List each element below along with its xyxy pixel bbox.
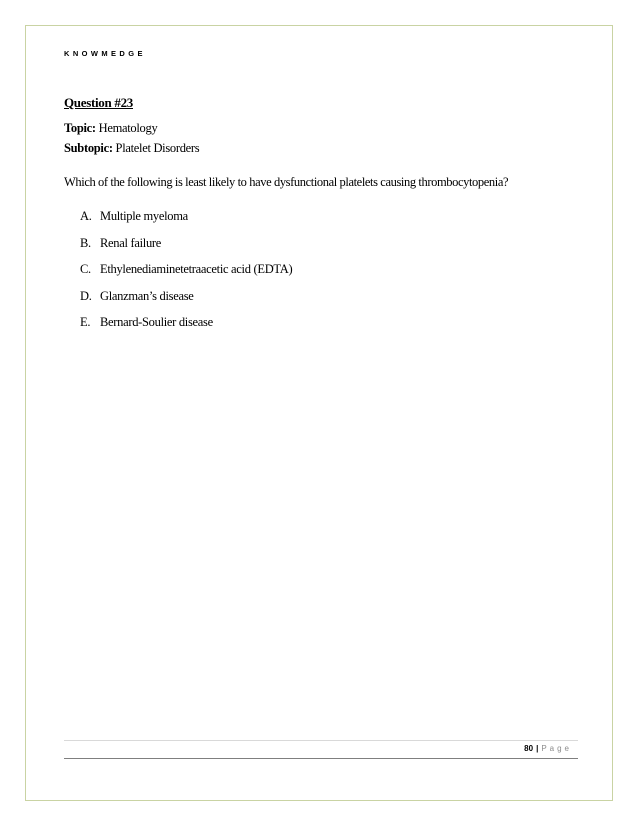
option-text: Multiple myeloma — [100, 209, 188, 223]
option-letter: C. — [80, 262, 91, 276]
answer-option-c — [80, 262, 292, 289]
answer-options — [80, 209, 292, 342]
topic-label: Topic: — [64, 121, 96, 135]
page-word: Page — [541, 744, 572, 753]
option-text: Renal failure — [100, 235, 161, 250]
subtopic-value: Platelet Disorders — [115, 141, 200, 155]
option-text: Bernard-Soulier disease — [100, 315, 213, 329]
footer-divider — [64, 758, 578, 759]
footer-divider-light — [64, 740, 578, 741]
answer-option-b — [80, 236, 292, 263]
option-text: Ethylenediaminetetraacetic acid (EDTA) — [100, 262, 293, 276]
subtopic-line — [64, 141, 199, 156]
page-number — [524, 744, 572, 753]
topic-value: Hematology — [98, 121, 158, 135]
page-number-value: 80 — [524, 744, 534, 753]
option-letter: D. — [80, 288, 92, 303]
option-text: Glanzman’s disease — [100, 288, 194, 303]
subtopic-label: Subtopic: — [64, 141, 113, 155]
option-letter: E. — [80, 315, 91, 329]
option-letter: B. — [80, 235, 91, 250]
answer-option-e — [80, 315, 292, 342]
answer-option-a — [80, 209, 292, 236]
question-title: Question #23 — [64, 95, 133, 110]
option-letter: A. — [80, 209, 92, 223]
question-stem: Which of the following is least likely to have dysfunctional platelets causing thrombocytopenia? — [64, 175, 509, 189]
topic-line — [64, 121, 157, 136]
answer-option-d — [80, 289, 292, 316]
page-number-separator: | — [536, 744, 539, 753]
brand-header: KNOWMEDGE — [64, 49, 146, 58]
